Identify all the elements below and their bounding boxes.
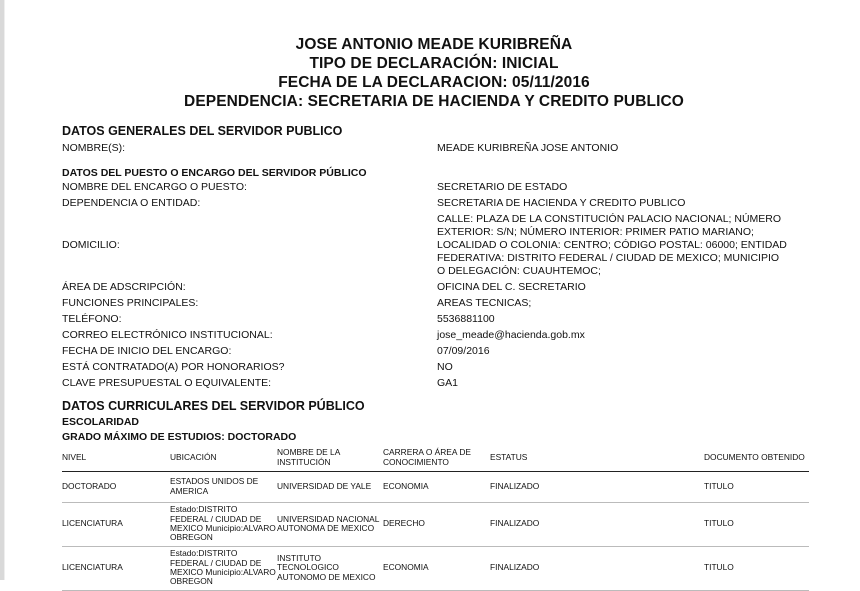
table-cell: TITULO — [704, 480, 734, 491]
field-value: CALLE: PLAZA DE LA CONSTITUCIÓN PALACIO NACIONAL; NÚMERO EXTERIOR: S/N; NÚMERO INTERIOR: PRIMER PATIO MARIANO; LOCALIDAD O COLONIA: CENTRO; CÓDIGO POSTAL: 06000; ENTIDAD FEDERATIVA: DISTRITO FEDERAL / CIUDAD DE MEXICO; MUNICIPIO O DELEGACIÓN: CUAUHTEMOC; — [437, 213, 787, 277]
declaration-date: FECHA DE LA DECLARACION: 05/11/2016 — [278, 74, 590, 91]
table-cell: UNIVERSIDAD NACIONAL AUTONOMA DE MEXICO — [277, 513, 380, 533]
table-cell: FINALIZADO — [490, 518, 540, 529]
field-row-puesto — [62, 181, 810, 194]
field-row-area — [62, 281, 810, 294]
column-header: NOMBRE DE LA INSTITUCIÓN — [277, 447, 340, 467]
table-row — [62, 546, 809, 590]
escolaridad-table — [62, 445, 809, 591]
field-label: CORREO ELECTRÓNICO INSTITUCIONAL: — [62, 329, 273, 341]
escolaridad-label: ESCOLARIDAD — [62, 416, 140, 428]
field-value: OFICINA DEL C. SECRETARIO — [437, 281, 586, 293]
field-value: AREAS TECNICAS; — [437, 297, 532, 309]
field-value: jose_meade@hacienda.gob.mx — [437, 329, 585, 341]
field-row-telefono — [62, 313, 810, 326]
table-cell: TITULO — [704, 518, 734, 529]
table-cell: TITULO — [704, 562, 734, 573]
declaration-dependency: DEPENDENCIA: SECRETARIA DE HACIENDA Y CREDITO PUBLICO — [184, 93, 684, 110]
field-label: FECHA DE INICIO DEL ENCARGO: — [62, 345, 232, 357]
declarant-name: JOSE ANTONIO MEADE KURIBREÑA — [295, 36, 573, 53]
section-title-curriculares: DATOS CURRICULARES DEL SERVIDOR PÚBLICO — [62, 399, 365, 413]
puesto-fields — [62, 181, 810, 390]
table-row — [62, 502, 809, 546]
field-label: FUNCIONES PRINCIPALES: — [62, 297, 199, 309]
section-title-generales: DATOS GENERALES DEL SERVIDOR PUBLICO — [62, 124, 343, 138]
table-cell: ECONOMIA — [383, 480, 429, 491]
field-row-domicilio — [62, 213, 810, 278]
document-body — [62, 124, 810, 591]
field-value: 07/09/2016 — [437, 345, 490, 357]
field-value: SECRETARIO DE ESTADO — [437, 181, 568, 193]
declaration-type: TIPO DE DECLARACIÓN: INICIAL — [309, 55, 559, 72]
field-value: NO — [437, 361, 453, 373]
grado-maximo: GRADO MÁXIMO DE ESTUDIOS: DOCTORADO — [62, 431, 297, 443]
field-row-clave — [62, 377, 810, 390]
table-cell: UNIVERSIDAD DE YALE — [277, 480, 372, 491]
field-row — [62, 142, 810, 155]
table-cell: INSTITUTO TECNOLOGICO AUTONOMO DE MEXICO — [277, 552, 376, 582]
section-title-puesto: DATOS DEL PUESTO O ENCARGO DEL SERVIDOR PÚBLICO — [62, 167, 367, 179]
table-cell: Estado:DISTRITO FEDERAL / CIUDAD DE MEXICO Municipio:ALVARO OBREGON — [170, 504, 276, 543]
field-label: NOMBRE DEL ENCARGO O PUESTO: — [62, 181, 247, 193]
table-cell: LICENCIATURA — [62, 562, 123, 573]
field-value: 5536881100 — [437, 313, 495, 325]
field-value: SECRETARIA DE HACIENDA Y CREDITO PUBLICO — [437, 197, 686, 209]
table-cell: ESTADOS UNIDOS DE AMERICA — [170, 476, 259, 496]
field-label: TELÉFONO: — [62, 313, 122, 325]
table-cell: DERECHO — [383, 518, 425, 529]
table-cell: LICENCIATURA — [62, 518, 123, 529]
field-label: NOMBRE(S): — [62, 142, 125, 154]
field-label: ESTÁ CONTRATADO(A) POR HONORARIOS? — [62, 361, 285, 373]
field-row-funciones — [62, 297, 810, 310]
field-label: ÁREA DE ADSCRIPCIÓN: — [62, 281, 186, 293]
column-header: NIVEL — [62, 452, 87, 463]
field-value: GA1 — [437, 377, 459, 389]
column-header: CARRERA O ÁREA DE CONOCIMIENTO — [383, 447, 471, 467]
field-value: MEADE KURIBREÑA JOSE ANTONIO — [437, 142, 619, 154]
column-header: ESTATUS — [490, 452, 528, 463]
table-header-row — [62, 445, 809, 471]
field-row-fecha-inicio — [62, 345, 810, 358]
table-cell: FINALIZADO — [490, 562, 540, 573]
field-row-honorarios — [62, 361, 810, 374]
field-label: DOMICILIO: — [62, 239, 120, 251]
table-row — [62, 471, 809, 502]
table-cell: ECONOMIA — [383, 562, 429, 573]
column-header: DOCUMENTO OBTENIDO — [704, 452, 805, 463]
table-cell: Estado:DISTRITO FEDERAL / CIUDAD DE MEXICO Municipio:ALVARO OBREGON — [170, 548, 276, 587]
document-header — [0, 35, 860, 111]
column-header: UBICACIÓN — [170, 452, 217, 463]
field-label: DEPENDENCIA O ENTIDAD: — [62, 197, 201, 209]
table-cell: DOCTORADO — [62, 480, 117, 491]
field-label: CLAVE PRESUPUESTAL O EQUIVALENTE: — [62, 377, 272, 389]
table-cell: FINALIZADO — [490, 480, 540, 491]
field-row-correo — [62, 329, 810, 342]
field-row-dependencia — [62, 197, 810, 210]
